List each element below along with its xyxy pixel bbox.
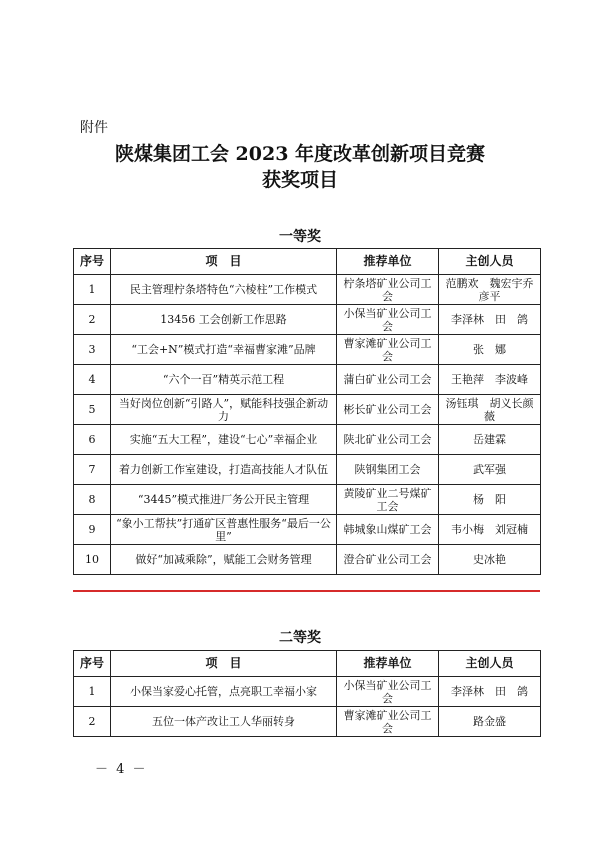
row-project: 民主管理柠条塔特色“六棱柱”工作模式 <box>111 275 337 305</box>
row-people: 武军强 <box>439 455 541 485</box>
row-index: 4 <box>74 365 111 395</box>
row-index: 9 <box>74 515 111 545</box>
table-row <box>74 395 541 425</box>
row-project: “工会+N”模式打造“幸福曹家滩”品牌 <box>111 335 337 365</box>
row-project: 当好岗位创新“引路人”，赋能科技强企新动力 <box>111 395 337 425</box>
column-header-people: 主创人员 <box>439 249 541 275</box>
row-index: 1 <box>74 275 111 305</box>
first-prize-table <box>73 248 545 575</box>
table-header-row <box>74 249 541 275</box>
row-project: 做好“加减乘除”，赋能工会财务管理 <box>111 545 337 575</box>
row-project: 着力创新工作室建设，打造高技能人才队伍 <box>111 455 337 485</box>
table-row <box>74 455 541 485</box>
row-people: 史冰艳 <box>439 545 541 575</box>
row-unit: 曹家滩矿业公司工会 <box>337 707 439 737</box>
section-heading-first-prize: 一等奖 <box>279 229 321 245</box>
row-project: “象小工帮扶”打通矿区普惠性服务“最后一公里” <box>111 515 337 545</box>
table-row <box>74 305 541 335</box>
row-people: 路金盛 <box>439 707 541 737</box>
row-people: 李泽林 田 鸽 <box>439 305 541 335</box>
row-index: 7 <box>74 455 111 485</box>
row-unit: 小保当矿业公司工会 <box>337 677 439 707</box>
row-project: 实施“五大工程”，建设“七心”幸福企业 <box>111 425 337 455</box>
row-unit: 陕北矿业公司工会 <box>337 425 439 455</box>
row-unit: 韩城象山煤矿工会 <box>337 515 439 545</box>
row-project: “六个一百”精英示范工程 <box>111 365 337 395</box>
row-unit: 曹家滩矿业公司工会 <box>337 335 439 365</box>
table-header-row <box>74 651 541 677</box>
row-people: 杨 阳 <box>439 485 541 515</box>
row-index: 6 <box>74 425 111 455</box>
table-row <box>74 515 541 545</box>
row-index: 5 <box>74 395 111 425</box>
row-index: 8 <box>74 485 111 515</box>
page-number: － 4 － <box>95 762 148 777</box>
row-index: 1 <box>74 677 111 707</box>
row-index: 2 <box>74 707 111 737</box>
column-header-unit: 推荐单位 <box>337 651 439 677</box>
table-row <box>74 485 541 515</box>
table-row <box>74 365 541 395</box>
column-header-index: 序号 <box>74 249 111 275</box>
row-unit: 小保当矿业公司工会 <box>337 305 439 335</box>
row-unit: 彬长矿业公司工会 <box>337 395 439 425</box>
column-header-project: 项 目 <box>111 651 337 677</box>
row-index: 10 <box>74 545 111 575</box>
row-project: 五位一体产改让工人华丽转身 <box>111 707 337 737</box>
column-header-unit: 推荐单位 <box>337 249 439 275</box>
row-unit: 柠条塔矿业公司工会 <box>337 275 439 305</box>
row-project: “3445”模式推进厂务公开民主管理 <box>111 485 337 515</box>
row-people: 岳建霖 <box>439 425 541 455</box>
row-index: 2 <box>74 305 111 335</box>
table-row <box>74 545 541 575</box>
row-unit: 蒲白矿业公司工会 <box>337 365 439 395</box>
table-row <box>74 425 541 455</box>
table-row <box>74 707 541 737</box>
row-people: 张 娜 <box>439 335 541 365</box>
table-row <box>74 677 541 707</box>
column-header-people: 主创人员 <box>439 651 541 677</box>
row-project: 13456 工会创新工作思路 <box>111 305 337 335</box>
row-people: 韦小梅 刘冠楠 <box>439 515 541 545</box>
row-people: 汤钰琪 胡义长颜 薇 <box>439 395 541 425</box>
section-heading-second-prize: 二等奖 <box>279 630 321 646</box>
row-unit: 澄合矿业公司工会 <box>337 545 439 575</box>
document-title-line2: 获奖项目 <box>261 169 338 191</box>
row-people: 范鹏欢 魏宏宇乔彦平 <box>439 275 541 305</box>
column-header-project: 项 目 <box>111 249 337 275</box>
attachment-label: 附件 <box>80 120 108 136</box>
row-unit: 陕钢集团工会 <box>337 455 439 485</box>
document-title: 陕煤集团工会 2023 年度改革创新项目竞赛 <box>114 143 486 165</box>
table-row <box>74 335 541 365</box>
table-row <box>74 275 541 305</box>
row-people: 李泽林 田 鸽 <box>439 677 541 707</box>
second-prize-table <box>73 650 541 737</box>
row-project: 小保当家爱心托管，点亮职工幸福小家 <box>111 677 337 707</box>
row-people: 王艳萍 李波峰 <box>439 365 541 395</box>
row-index: 3 <box>74 335 111 365</box>
column-header-index: 序号 <box>74 651 111 677</box>
row-unit: 黄陵矿业二号煤矿工会 <box>337 485 439 515</box>
separator-line <box>73 590 540 592</box>
